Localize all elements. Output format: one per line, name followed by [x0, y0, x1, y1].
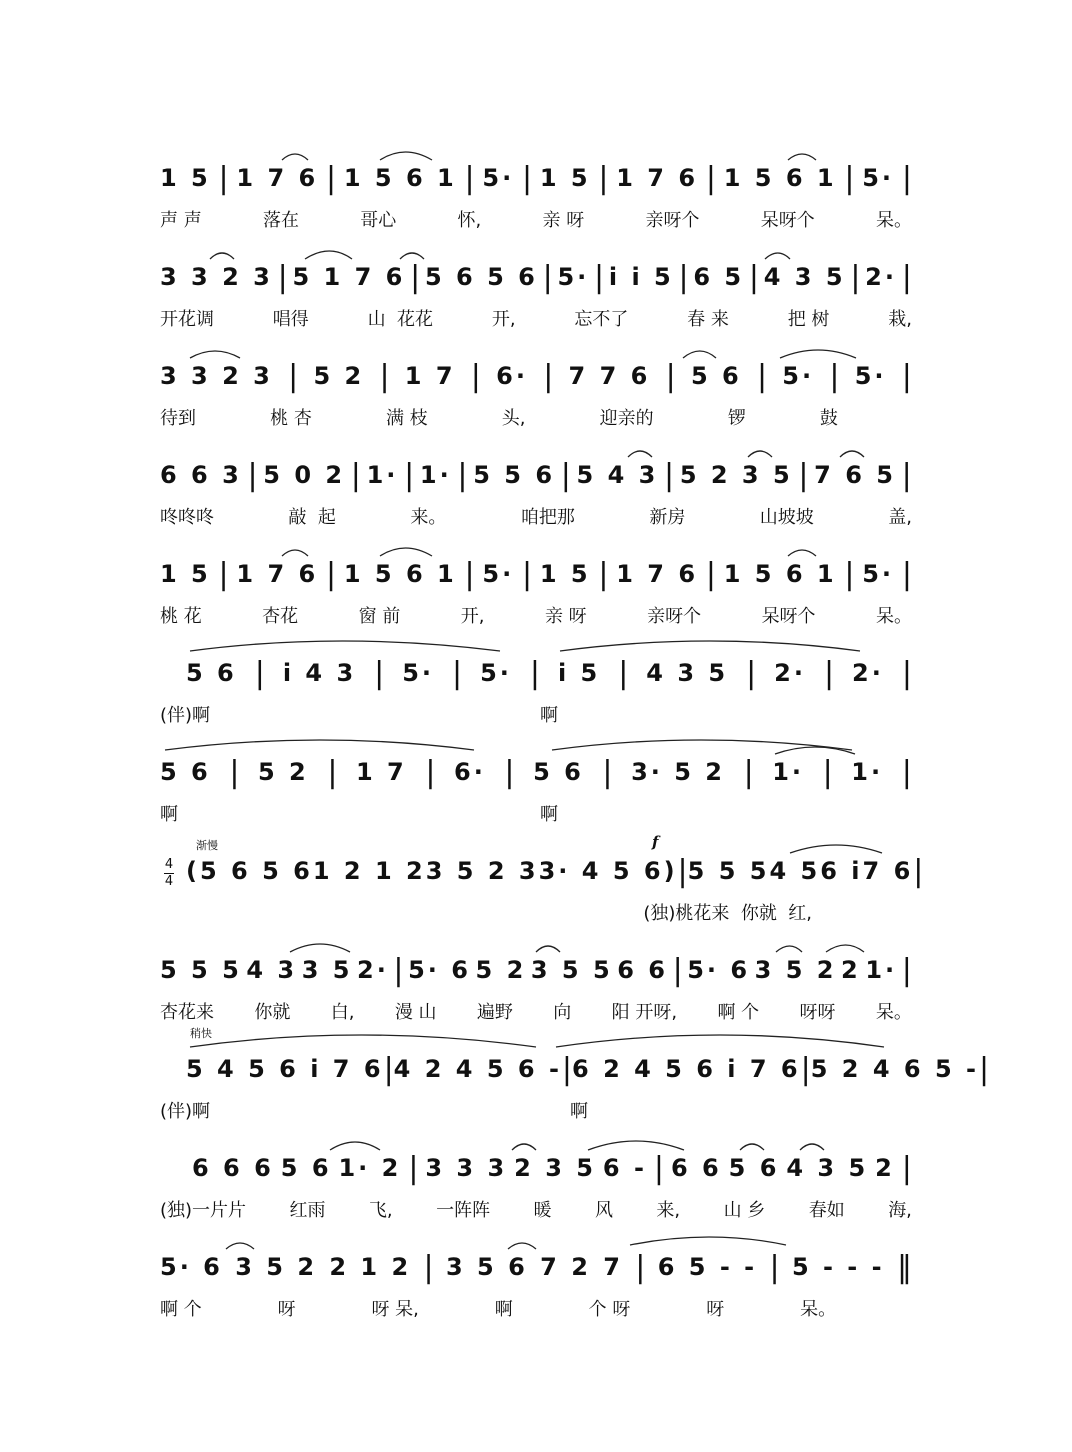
lyric: 呀 呆,: [371, 1299, 419, 1320]
measure: 7 6: [862, 857, 914, 885]
barline: |: [247, 457, 258, 493]
notation-row: [160, 950, 912, 990]
lyric: 咱把那: [520, 507, 575, 528]
barline: |: [672, 952, 683, 988]
lyric: 山 花花: [367, 309, 434, 330]
measure: 1 7: [356, 758, 407, 786]
lyric: (独)一片片: [160, 1200, 247, 1221]
lyric: 呀呀: [799, 1002, 836, 1023]
measure: 6 i: [820, 857, 863, 885]
measure: 5·: [862, 164, 895, 192]
lyric: 忘不了: [574, 309, 629, 330]
measure: (5 6 5 6: [186, 857, 313, 885]
measure: 7: [603, 1253, 623, 1281]
measure: 5 4 3: [576, 461, 659, 489]
measure: 1·: [851, 758, 884, 786]
measure: 5 2 3 5: [679, 461, 793, 489]
lyric: 锣: [727, 408, 746, 429]
lyric: 迎亲的: [599, 408, 654, 429]
measure: 1 7 6: [616, 164, 699, 192]
barline: |: [705, 160, 716, 196]
barline: |: [913, 853, 924, 889]
measure: 6 5: [693, 263, 745, 291]
measure: 5·: [557, 263, 590, 291]
lyric: 呆。: [800, 1299, 837, 1320]
lyric: 新房: [649, 507, 686, 528]
barline: |: [743, 754, 754, 790]
measure: 7 2: [540, 1253, 591, 1281]
barline: |: [769, 1249, 780, 1285]
barline: |: [665, 358, 676, 394]
lyric: 呆。: [875, 210, 912, 231]
measure: 2: [875, 1154, 895, 1182]
measure: 6 -: [602, 1154, 647, 1182]
measure: 6 6: [617, 956, 668, 984]
barline: |: [901, 457, 912, 493]
measure: 1·: [772, 758, 805, 786]
lyric: 山坡坡: [759, 507, 814, 528]
measure: 6·: [496, 362, 528, 390]
lyric: 春 来: [687, 309, 729, 330]
lyric: 满 枝: [385, 408, 428, 429]
measure: 5 5 5: [160, 956, 242, 984]
barline: |: [901, 754, 912, 790]
measure: 5 5 6: [473, 461, 556, 489]
lyric: 盖,: [888, 507, 912, 528]
meter-bottom: 4: [164, 874, 174, 889]
measure: 3 5: [301, 956, 353, 984]
barline: |: [901, 358, 912, 394]
lyric: (伴)啊: [160, 1101, 211, 1122]
barline: |: [705, 556, 716, 592]
lyrics-row: [160, 600, 912, 630]
notation-row: [186, 1049, 990, 1089]
measure: 7 6 5: [814, 461, 896, 489]
lyric: 呀: [706, 1299, 725, 1320]
barline: |: [325, 160, 337, 196]
lyric: 亲 呀: [544, 606, 587, 627]
barline: |: [288, 358, 299, 394]
lyrics-row: [160, 699, 912, 729]
lyric: 啊 个: [717, 1002, 760, 1023]
measure: 2·: [774, 659, 806, 687]
lyrics-row: [160, 303, 912, 333]
score-system-9: [0, 950, 1072, 1050]
barline: |: [901, 1150, 912, 1186]
barline: |: [327, 754, 338, 790]
measure: i 5: [557, 659, 601, 687]
barline: |: [410, 259, 421, 295]
lyric: 亲 呀: [542, 210, 585, 231]
barline: |: [325, 556, 337, 592]
lyric: 个 呀: [588, 1299, 631, 1320]
barline: |: [218, 556, 229, 592]
measure: 2 3 5: [514, 1154, 596, 1182]
barline: |: [594, 259, 605, 295]
measure: 1·: [865, 956, 898, 984]
measure: 5 6: [690, 362, 742, 390]
score-system-2: [0, 257, 1072, 357]
barline: |: [408, 1150, 419, 1186]
barline: |: [678, 259, 689, 295]
lyric: 红雨: [289, 1200, 326, 1221]
lyric: 怀,: [457, 210, 482, 231]
measure: 4 5: [769, 857, 821, 885]
measure: 5· 6: [408, 956, 471, 984]
measure: i i 5: [608, 263, 674, 291]
measure: 6 2 4 5 6 i 7 6: [572, 1055, 801, 1083]
notation-row: [160, 752, 912, 792]
barline: |: [748, 259, 759, 295]
measure: 1 5: [160, 560, 211, 588]
measure: 3 3 3: [425, 1154, 508, 1182]
notation-row: [160, 158, 912, 198]
barline: |: [457, 457, 468, 493]
measure: 6 6 3: [160, 461, 242, 489]
lyric: 哥心: [360, 210, 397, 231]
barline: |: [823, 655, 835, 691]
measure: 2·: [357, 956, 389, 984]
lyric: 杏花来: [160, 1002, 214, 1023]
barline: |: [560, 457, 571, 493]
lyric: 漫 山: [394, 1002, 437, 1023]
notation-row: [186, 851, 924, 891]
measure: 5·: [402, 659, 435, 687]
barline: |: [598, 556, 609, 592]
barline: |: [800, 1051, 811, 1087]
measure: 6 6 6: [192, 1154, 274, 1182]
measure: 1 5 6 1: [343, 560, 457, 588]
measure: 2 1 2: [329, 1253, 412, 1281]
barline: |: [901, 160, 912, 196]
time-signature: [160, 857, 178, 890]
measure: 3 5 2: [754, 956, 837, 984]
lyric: 来,: [656, 1200, 681, 1221]
measure: 2: [841, 956, 861, 984]
lyric: 风: [594, 1200, 613, 1221]
measure: 1 5: [539, 560, 591, 588]
measure: 3· 5 2: [631, 758, 725, 786]
measure: 1· 2: [338, 1154, 402, 1182]
lyric: 啊: [570, 1101, 589, 1122]
score-system-6: [0, 653, 1072, 753]
score-system-11: [0, 1148, 1072, 1248]
measure: 3 5 2: [235, 1253, 318, 1281]
notation-row: [186, 653, 912, 693]
lyric: 声 声: [160, 210, 202, 231]
barline: |: [618, 655, 629, 691]
lyric: 开,: [460, 606, 485, 627]
barline: |: [383, 1051, 394, 1087]
measure: 5 6: [186, 659, 237, 687]
lyric: 你就: [254, 1002, 291, 1023]
measure: 1 7 6: [616, 560, 699, 588]
lyric: 头,: [501, 408, 526, 429]
barline: |: [218, 160, 229, 196]
barline: |: [464, 556, 475, 592]
measure: 5· 6: [687, 956, 751, 984]
barline: |: [229, 754, 240, 790]
lyric: 栽,: [888, 309, 912, 330]
barline: |: [529, 655, 540, 691]
lyric: 把 树: [787, 309, 830, 330]
lyric: 桃 花: [160, 606, 202, 627]
measure: 3 5 5: [530, 956, 613, 984]
measure: 3 3 2 3: [160, 362, 273, 390]
measure: i 4 3: [282, 659, 357, 687]
lyric: 开花调: [160, 309, 214, 330]
lyric: 窗 前: [358, 606, 401, 627]
lyrics-row: [160, 798, 912, 828]
barline: |: [798, 457, 809, 493]
tempo-marking: 渐慢: [196, 839, 218, 852]
lyric: 呆呀个: [760, 210, 815, 231]
lyric: 阳 开呀,: [611, 1002, 678, 1023]
barline: |: [423, 1249, 434, 1285]
notation-row: [160, 455, 912, 495]
score-system-1: [0, 158, 1072, 258]
measure: 1 5: [539, 164, 591, 192]
measure: 5 6: [533, 758, 584, 786]
barline: |: [598, 160, 609, 196]
barline: |: [452, 655, 463, 691]
barline: |: [350, 457, 361, 493]
barline: |: [901, 259, 912, 295]
barline: |: [254, 655, 265, 691]
lyric: 呆。: [875, 1002, 912, 1023]
measure: 6 5 - -: [657, 1253, 758, 1281]
measure: 5 2: [475, 956, 527, 984]
lyric: 海,: [888, 1200, 912, 1221]
score-system-8: [0, 833, 1072, 951]
barline: |: [677, 853, 688, 889]
measure: 5 2: [313, 362, 365, 390]
barline: |: [844, 160, 855, 196]
measure: 1·: [366, 461, 399, 489]
meter-top: 4: [164, 857, 174, 872]
barline: |: [822, 754, 833, 790]
lyric: 开,: [491, 309, 516, 330]
barline: |: [602, 754, 613, 790]
lyric: 向: [553, 1002, 572, 1023]
measure: 5 6: [160, 758, 211, 786]
notation-row: [160, 1247, 912, 1287]
lyric: 待到: [160, 408, 196, 429]
lyric: 呀: [277, 1299, 296, 1320]
measure: 7 7 6: [568, 362, 651, 390]
score-system-3: [0, 356, 1072, 456]
lyric: 呆。: [876, 606, 912, 627]
lyric: 呆呀个: [761, 606, 816, 627]
measure: 4 3 5: [763, 263, 846, 291]
lyric: 杏花: [262, 606, 299, 627]
measure: 2·: [852, 659, 884, 687]
lyric: 落在: [262, 210, 299, 231]
barline: |: [653, 1150, 664, 1186]
measure: 3 5 2 3: [425, 857, 539, 885]
measure: 5 5 5: [687, 857, 770, 885]
score-system-12: [0, 1247, 1072, 1347]
barline: |: [561, 1051, 573, 1087]
notation-row: [160, 257, 912, 297]
measure: 4 2 4 5 6 -: [393, 1055, 562, 1083]
measure: 3 5 6: [445, 1253, 528, 1281]
barline: |: [901, 655, 912, 691]
barline: |: [901, 556, 912, 592]
dynamic-marking: f: [652, 833, 659, 851]
barline: |: [543, 358, 554, 394]
lyric: 唱得: [272, 309, 309, 330]
lyric: 啊: [494, 1299, 513, 1320]
measure: 4 3 5: [646, 659, 729, 687]
measure: 5·: [482, 164, 515, 192]
barline: |: [504, 754, 515, 790]
score-system-5: [0, 554, 1072, 654]
measure: 5 1 7 6: [292, 263, 406, 291]
lyrics-row: [160, 1095, 912, 1125]
lyric: 暖: [533, 1200, 552, 1221]
lyric: 亲呀个: [645, 210, 700, 231]
measure: 5 - - -: [791, 1253, 885, 1281]
measure: 1 5 6 1: [723, 560, 837, 588]
measure: 5 6 5 6: [424, 263, 538, 291]
lyrics-row: [160, 204, 912, 234]
lyrics-row: [160, 402, 912, 432]
score-system-7: [0, 752, 1072, 852]
barline: |: [404, 457, 415, 493]
measure: 1 7 6: [236, 560, 319, 588]
measure: 5·: [482, 560, 515, 588]
lyric: 啊 个: [160, 1299, 202, 1320]
measure: 1 5 6 1: [343, 164, 457, 192]
measure: 3 3 2 3: [160, 263, 273, 291]
lyric: 山 乡: [723, 1200, 766, 1221]
notation-row: [160, 554, 912, 594]
barline: |: [829, 358, 840, 394]
measure: 6 6: [670, 1154, 722, 1182]
lyric: 春如: [808, 1200, 845, 1221]
barline: |: [542, 259, 553, 295]
barline: |: [379, 358, 390, 394]
barline: |: [521, 160, 533, 196]
measure: 1 7 6: [236, 164, 319, 192]
lyrics-row: [160, 996, 912, 1026]
lyric: 啊: [540, 705, 559, 726]
lyric: 咚咚咚: [160, 507, 214, 528]
measure: 5 2 4 6 5 -: [810, 1055, 979, 1083]
measure: 5·: [782, 362, 815, 390]
lyrics-row: [160, 1293, 912, 1323]
score-system-4: [0, 455, 1072, 555]
barline: |: [277, 259, 288, 295]
measure: 1 2 1 2: [312, 857, 426, 885]
lyric: 飞,: [368, 1200, 393, 1221]
lyrics-row: [160, 1194, 912, 1224]
barline: |: [746, 655, 757, 691]
barline: |: [521, 556, 533, 592]
notation-row: [192, 1148, 912, 1188]
measure: 5·: [480, 659, 512, 687]
barline: |: [844, 556, 855, 592]
lyric: 啊: [540, 804, 558, 825]
lyric: 敲 起: [288, 507, 336, 528]
lyric: (伴)啊: [160, 705, 211, 726]
barline: |: [664, 457, 675, 493]
lyric: 啊: [160, 804, 178, 825]
lyric: 来。: [410, 507, 447, 528]
measure: 5 2: [258, 758, 309, 786]
measure: 5·: [854, 362, 887, 390]
barline: |: [978, 1051, 990, 1087]
lyric: 遍野: [476, 1002, 513, 1023]
measure: 5 6: [280, 1154, 332, 1182]
barline: |: [393, 952, 404, 988]
barline: |: [850, 259, 861, 295]
lyric: 鼓: [819, 408, 838, 429]
lyric: 白,: [330, 1002, 355, 1023]
barline: |: [470, 358, 481, 394]
lyric: 一阵阵: [436, 1200, 491, 1221]
lyric: 亲呀个: [647, 606, 702, 627]
measure: 1 5 6 1: [723, 164, 837, 192]
measure: 2·: [865, 263, 897, 291]
barline: |: [756, 358, 768, 394]
barline: |: [464, 160, 475, 196]
score-system-10: [0, 1027, 1072, 1149]
measure: 4 3: [246, 956, 298, 984]
measure: 1·: [419, 461, 452, 489]
barline: |: [635, 1249, 646, 1285]
measure: 5·: [862, 560, 895, 588]
lyrics-row: [160, 501, 912, 531]
measure: 1 5: [160, 164, 211, 192]
measure: 3· 4 5 6): [538, 857, 678, 885]
measure: 6·: [454, 758, 486, 786]
lyric: (独)桃花来 你就 红,: [643, 903, 812, 924]
lyric: 桃 杏: [270, 408, 312, 429]
barline: |: [374, 655, 385, 691]
barline: |: [425, 754, 436, 790]
measure: 5 0 2: [263, 461, 346, 489]
notation-row: [160, 356, 912, 396]
lyrics-row: [160, 897, 912, 927]
measure: 5 6: [728, 1154, 780, 1182]
measure: 1 7: [404, 362, 456, 390]
measure: 4 3 5: [786, 1154, 869, 1182]
barline: |: [901, 952, 912, 988]
tempo-marking: 稍快: [190, 1027, 212, 1040]
barline: ‖: [896, 1249, 912, 1285]
measure: 5· 6: [160, 1253, 223, 1281]
measure: 5 4 5 6 i 7 6: [186, 1055, 384, 1083]
